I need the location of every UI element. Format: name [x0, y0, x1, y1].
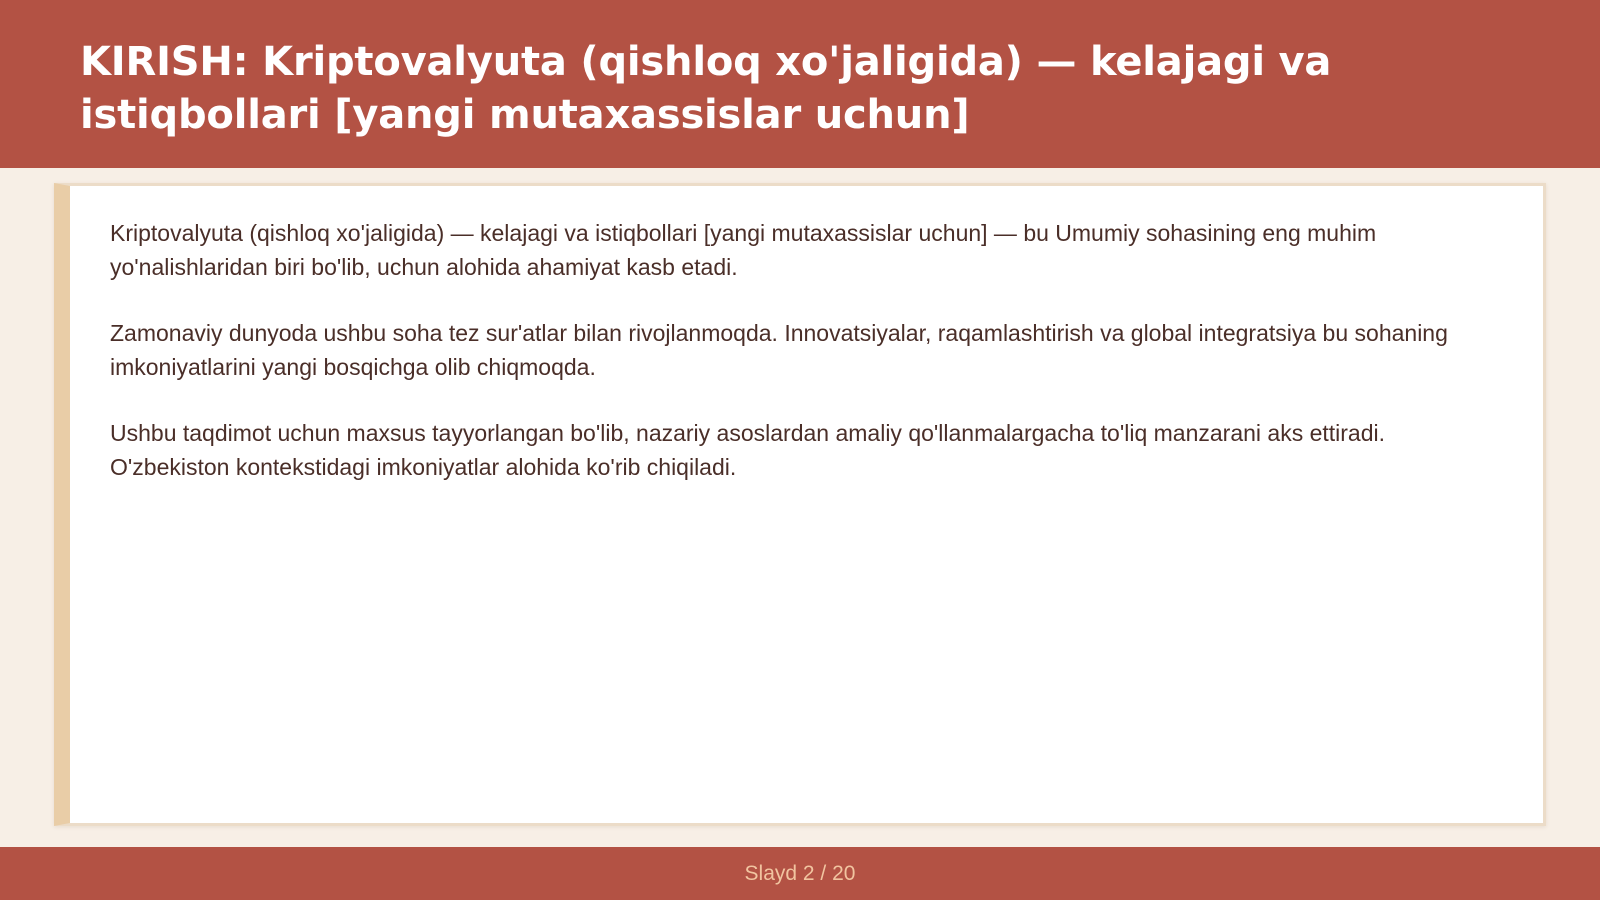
- paragraph-presentation-scope: Ushbu taqdimot uchun maxsus tayyorlangan bo'lib, nazariy asoslardan amaliy qo'llanmalargacha to'liq manzarani aks ettiradi. O'zbekiston kontekstidagi imkoniyatlar alohida ko'rib chiqiladi.: [110, 420, 1386, 480]
- slide-footer: [0, 847, 1600, 900]
- paragraph-modern-world: Zamonaviy dunyoda ushbu soha tez sur'atlar bilan rivojlanmoqda. Innovatsiyalar, raqamlashtirish va global integratsiya bu sohaning imkoniyatlarini yangi bosqichga olib chiqmoqda.: [110, 320, 1448, 380]
- slide-title: KIRISH: Kriptovalyuta (qishloq xo'jaligida) — kelajagi va istiqbollari [yangi mutaxassislar uchun]: [80, 39, 1332, 138]
- paragraph-intro: Kriptovalyuta (qishloq xo'jaligida) — kelajagi va istiqbollari [yangi mutaxassislar uchun] — bu Umumiy sohasining eng muhim yo'nalishlaridan biri bo'lib, uchun alohida ahamiyat kasb etadi.: [110, 220, 1377, 280]
- slide-header: [0, 0, 1600, 168]
- content-card: [54, 183, 1546, 826]
- slide-counter: Slayd 2 / 20: [744, 861, 856, 885]
